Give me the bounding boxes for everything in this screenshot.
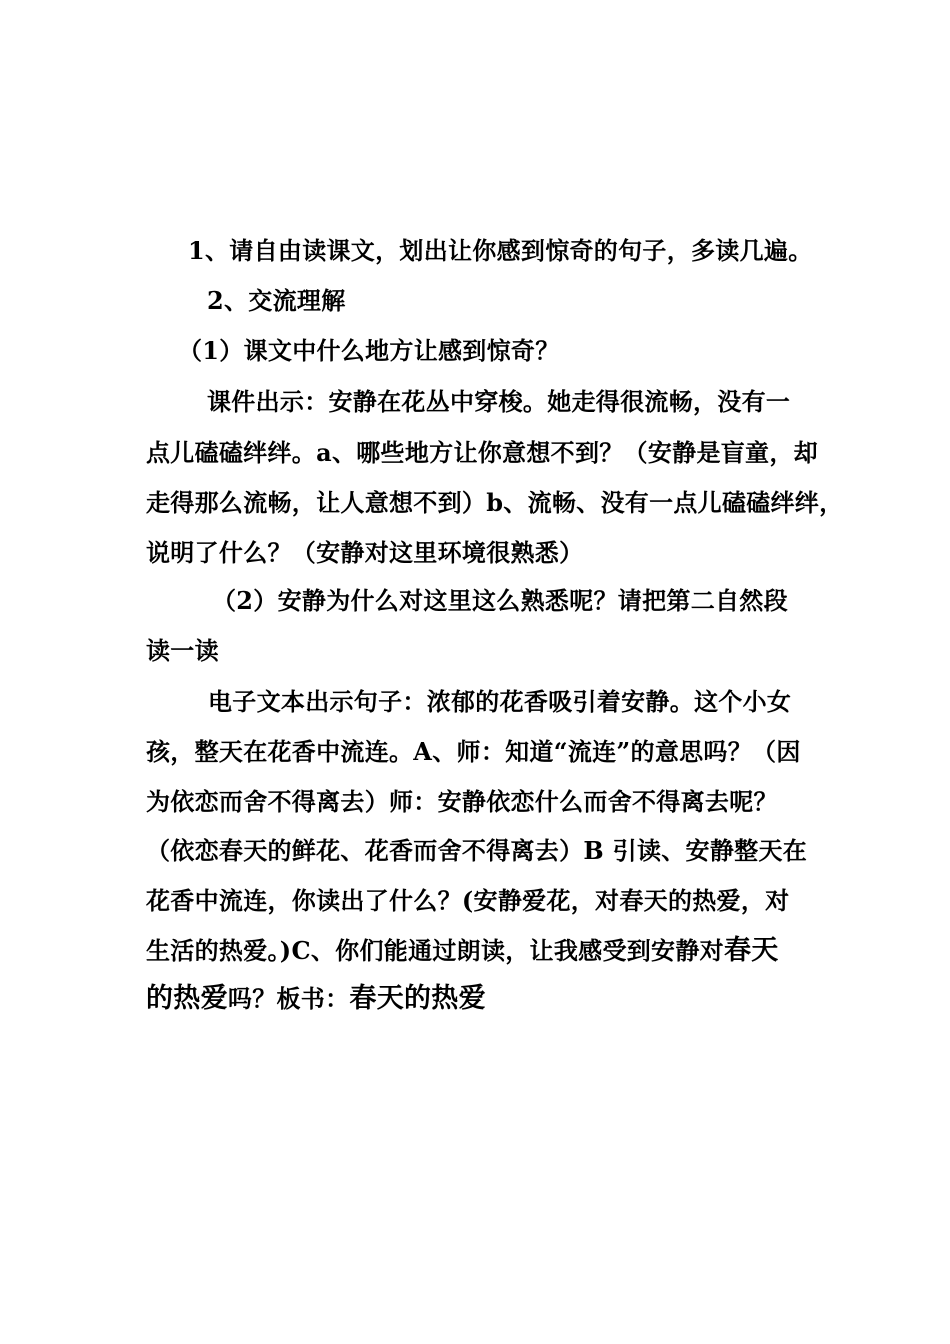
paragraph-line: 1、请自由读课文，划出让你感到惊奇的句子，多读几遍。 xyxy=(188,236,813,265)
paragraph-line: 走得那么流畅，让人意想不到）b、流畅、没有一点儿磕磕绊绊， xyxy=(146,488,844,517)
paragraph-line: 为依恋而舍不得离去）师：安静依恋什么而舍不得离去呢？ xyxy=(146,787,778,816)
paragraph-line: 孩，整天在花香中流连。A、师：知道“流连”的意思吗？（因 xyxy=(146,737,801,766)
line-text: 生活的热爱。)C、你们能通过朗读，让我感受到安静对 xyxy=(146,936,724,965)
paragraph-line: 说明了什么？（安静对这里环境很熟悉） xyxy=(146,538,584,567)
emphasis-text: 春天 xyxy=(723,935,779,966)
paragraph-line: 电子文本出示句子：浓郁的花香吸引着安静。这个小女 xyxy=(208,687,792,716)
paragraph-line: （依恋春天的鲜花、花香而舍不得离去）B 引读、安静整天在 xyxy=(146,836,808,865)
board-writing-text: 春天的热爱 xyxy=(349,983,486,1014)
paragraph-line: 课件出示：安静在花丛中穿梭。她走得很流畅，没有一 xyxy=(207,387,791,416)
line-text: 吗？板书： xyxy=(227,984,350,1013)
emphasis-text: 的热爱 xyxy=(146,983,228,1014)
paragraph-line: （1）课文中什么地方让感到惊奇？ xyxy=(178,336,560,365)
paragraph-line: 读一读 xyxy=(146,636,219,665)
paragraph-line: 点儿磕磕绊绊。a、哪些地方让你意想不到？（安静是盲童，却 xyxy=(146,438,818,467)
paragraph-line: 2、交流理解 xyxy=(207,286,346,315)
paragraph-line: 花香中流连，你读出了什么？(安静爱花，对春天的热爱，对 xyxy=(146,886,790,915)
paragraph-line: （2）安静为什么对这里这么熟悉呢？请把第二自然段 xyxy=(212,586,788,615)
paragraph-line-14 xyxy=(146,934,779,968)
paragraph-line-15 xyxy=(146,982,486,1016)
